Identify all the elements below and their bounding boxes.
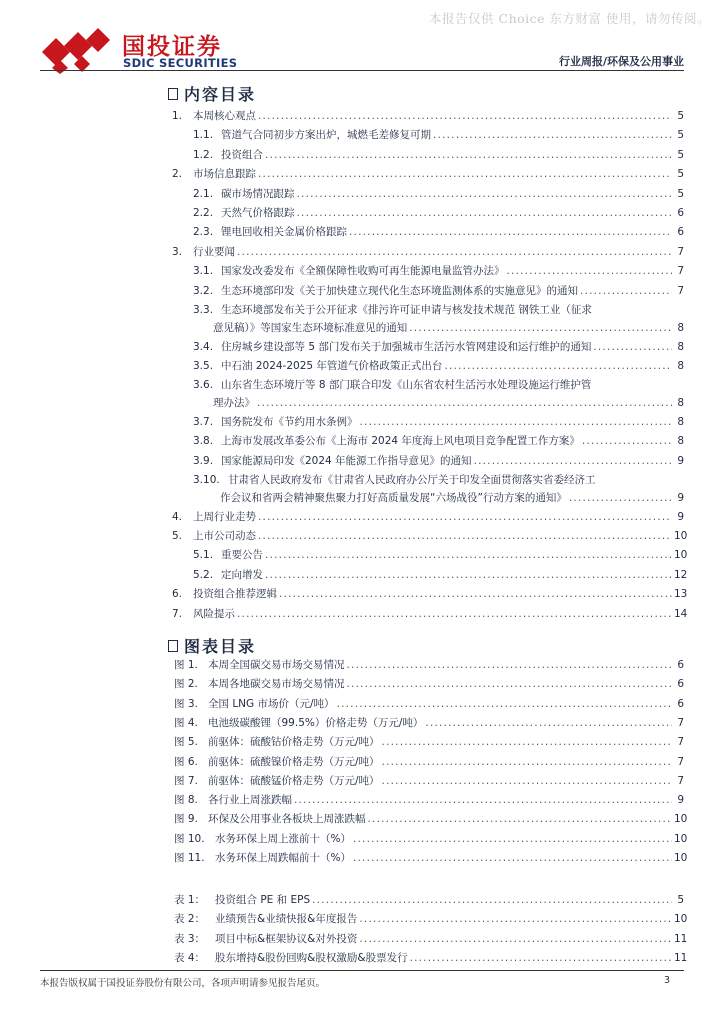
page-number: 3 <box>663 975 670 986</box>
toc-entry-line <box>215 894 684 907</box>
toc-entry-title: 上周行业走势 <box>193 510 256 523</box>
toc-entry-page: 9 <box>677 492 684 504</box>
toc-entry-line <box>208 678 684 691</box>
toc-entry-number: 3.5. <box>193 359 214 372</box>
toc-entry-number: 3.8. <box>193 435 214 448</box>
toc-entry-line <box>221 360 684 373</box>
toc-entry-page: 11 <box>674 951 688 964</box>
toc-entry-page: 5 <box>677 187 684 200</box>
toc-entry-line <box>193 588 688 601</box>
toc-entry-title: 管道气合同初步方案出炉，城燃毛差修复可期 <box>221 129 431 142</box>
toc-entry-title: 锂电回收相关金属价格跟踪 <box>221 226 347 239</box>
toc-leader-dots <box>409 322 672 335</box>
toc-leader-dots <box>297 207 673 220</box>
footer-disclaimer: 本报告版权属于国投证券股份有限公司，各项声明请参见报告尾页。 <box>40 978 326 989</box>
toc-entry-number: 4. <box>172 510 183 523</box>
toc-entry-page: 9 <box>677 510 684 523</box>
toc-entry-page: 8 <box>677 359 684 372</box>
toc-leader-dots <box>257 397 672 410</box>
toc-entry-title: 作会议和省两会精神聚焦聚力打好高质量发展“六场战役”行动方案的通知》 <box>220 492 567 504</box>
toc-leader-dots <box>258 530 672 543</box>
toc-leader-dots <box>359 933 672 946</box>
toc-leader-dots <box>297 188 673 201</box>
toc-entry-page: 9 <box>677 794 684 807</box>
toc-entry-title: 各行业上周涨跌幅 <box>208 794 292 807</box>
toc-entry-line <box>208 659 684 672</box>
toc-entry-line <box>213 322 684 335</box>
toc-entry-number: 表 4： <box>174 951 206 964</box>
toc-entry-number: 5. <box>172 529 183 542</box>
toc-entry-line <box>193 607 688 621</box>
toc-leader-dots <box>507 265 673 278</box>
toc-entry-number: 图 6. <box>174 755 198 768</box>
toc-entry-line <box>208 717 684 730</box>
toc-entry-title: 重要公告 <box>221 549 263 562</box>
toc-entry-title: 项目中标&框架协议&对外投资 <box>215 932 358 945</box>
toc-entry-line <box>221 285 684 298</box>
toc-entry-title: 水务环保上周跌幅前十（%） <box>215 852 351 864</box>
toc-entry-number: 图 3. <box>174 697 198 710</box>
toc-entry-title: 碳市场情况跟踪 <box>221 187 295 200</box>
toc-entry-page: 7 <box>677 716 684 729</box>
toc-entry-page: 6 <box>677 226 684 239</box>
toc-entry-title: 天然气价格跟踪 <box>221 207 295 219</box>
toc-leader-dots <box>382 775 672 788</box>
toc-leader-dots <box>410 952 672 965</box>
toc-entry-line <box>193 511 684 524</box>
toc-leader-dots <box>337 698 672 711</box>
toc-entry-line <box>215 951 688 965</box>
toc-entry-title: 全国 LNG 市场价（元/吨） <box>208 697 335 710</box>
toc-entry-title: 投资组合 PE 和 EPS <box>215 894 311 906</box>
toc-entry-page: 7 <box>677 736 684 749</box>
toc-entry-page: 5 <box>677 148 684 161</box>
toc-leader-dots <box>237 608 672 621</box>
toc-entry-line <box>221 416 684 429</box>
toc-entry-line <box>221 265 684 278</box>
toc-entry-line <box>208 813 688 826</box>
toc-entry-line <box>193 110 684 123</box>
toc-entry-number: 3. <box>172 245 183 258</box>
toc-entry-number: 3.4. <box>193 340 214 353</box>
toc-entry-page: 8 <box>677 340 684 353</box>
toc-entry-number: 图 8. <box>174 794 198 807</box>
toc-leader-dots <box>474 455 672 468</box>
toc-entry-line <box>215 852 688 865</box>
toc-entry-page: 9 <box>677 454 684 467</box>
toc-entry-page: 10 <box>674 832 688 845</box>
toc-entry-line <box>215 913 688 926</box>
toc-entry-line <box>193 529 688 543</box>
toc-entry-number: 5.2. <box>193 568 214 581</box>
toc-entry-number: 1.1. <box>193 129 214 142</box>
toc-entry-line <box>208 756 684 769</box>
contents-title: 内容目录 <box>184 85 257 104</box>
toc-entry-title: 市场信息跟踪 <box>193 168 256 181</box>
toc-entry-title: 住房城乡建设部等 5 部门发布关于加强城市生活污水管网建设和运行维护的通知 <box>221 340 592 353</box>
toc-entry-title: 投资组合推荐逻辑 <box>193 588 277 601</box>
toc-entry-title: 国家能源局印发《2024 年能源工作指导意见》的通知 <box>221 454 472 467</box>
toc-leader-dots <box>582 435 672 448</box>
toc-entry-title: 意见稿）》等国家生态环境标准意见的通知 <box>213 322 408 334</box>
toc-entry-page: 12 <box>674 568 688 581</box>
toc-entry-title: 前驱体：硫酸锰价格走势（万元/吨） <box>208 774 380 787</box>
toc-leader-dots <box>265 569 672 582</box>
toc-entry-number: 表 2： <box>174 913 206 926</box>
report-type: 行业周报/环保及公用事业 <box>558 55 684 68</box>
toc-entry-line <box>208 698 684 711</box>
toc-entry-number: 图 7. <box>174 774 198 787</box>
toc-entry-number: 7. <box>172 607 183 620</box>
toc-entry-page: 6 <box>677 697 684 710</box>
toc-entry-line <box>208 794 684 807</box>
toc-entry-number: 1.2. <box>193 148 214 161</box>
toc-entry-title: 行业要闻 <box>193 245 235 258</box>
toc-leader-dots <box>258 511 672 524</box>
toc-leader-dots <box>258 110 672 123</box>
toc-entry-page: 11 <box>674 932 688 945</box>
toc-entry-title: 山东省生态环境厅等 8 部门联合印发《山东省农村生活污水处理设施运行维护管 <box>221 379 592 392</box>
toc-entry-page: 7 <box>677 774 684 787</box>
toc-entry-number: 1. <box>172 110 183 122</box>
toc-leader-dots <box>382 736 672 749</box>
toc-leader-dots <box>353 852 672 865</box>
toc-leader-dots <box>593 341 672 354</box>
toc-entry-title: 业绩预告&业绩快报&年度报告 <box>215 913 358 926</box>
toc-leader-dots <box>353 833 672 846</box>
toc-entry-line <box>221 435 684 448</box>
figures-title: 图表目录 <box>184 637 257 656</box>
toc-entry-page: 10 <box>674 813 688 826</box>
toc-entry-number: 3.9. <box>193 454 214 467</box>
toc-entry-line <box>213 397 684 410</box>
toc-leader-dots <box>347 678 673 691</box>
toc-leader-dots <box>237 246 672 259</box>
toc-entry-line <box>193 168 684 181</box>
toc-entry-page: 6 <box>677 678 684 691</box>
toc-entry-line <box>193 246 684 259</box>
toc-entry-number: 3.10. <box>193 474 220 486</box>
toc-entry-line <box>208 736 684 749</box>
toc-entry-page: 6 <box>677 207 684 219</box>
toc-entry-title: 理办法》 <box>213 397 255 410</box>
toc-entry-title: 定向增发 <box>221 568 263 581</box>
toc-entry-title: 环保及公用事业各板块上周涨跌幅 <box>208 813 366 826</box>
toc-entry-number: 图 9. <box>174 813 198 826</box>
toc-entry-page: 7 <box>677 245 684 258</box>
toc-entry-page: 13 <box>674 588 688 601</box>
toc-entry-page: 5 <box>677 168 684 181</box>
toc-leader-dots <box>444 360 672 373</box>
toc-entry-page: 5 <box>677 894 684 906</box>
header-divider <box>40 70 684 71</box>
toc-leader-dots <box>359 913 672 926</box>
toc-entry-number: 表 1： <box>174 894 206 906</box>
section-square-icon <box>168 640 178 652</box>
toc-entry-page: 7 <box>677 265 684 278</box>
toc-entry-title: 投资组合 <box>221 148 263 161</box>
toc-entry-line <box>221 129 684 142</box>
toc-entry-page: 7 <box>677 284 684 297</box>
toc-entry-page: 8 <box>677 415 684 428</box>
brand-name-cn: 国投证券 <box>122 34 222 60</box>
toc-entry-title: 本周全国碳交易市场交易情况 <box>208 659 345 671</box>
logo-mark-icon <box>40 26 120 74</box>
toc-entry-line <box>208 775 684 788</box>
toc-entry-line <box>221 549 688 562</box>
toc-entry-title: 生态环境部发布关于公开征求《排污许可证申请与核发技术规范 钢铁工业（征求 <box>221 304 592 316</box>
toc-leader-dots <box>580 285 672 298</box>
toc-entry-page: 10 <box>674 529 688 542</box>
toc-entry-number: 3.7. <box>193 415 214 428</box>
toc-entry-line <box>221 455 684 468</box>
watermark: 本报告仅供 Choice 东方财富 使用，请勿传阅。 <box>429 11 710 26</box>
toc-leader-dots <box>360 416 673 429</box>
toc-entry-page: 6 <box>677 659 684 671</box>
toc-entry-page: 8 <box>677 322 684 334</box>
toc-leader-dots <box>294 794 672 807</box>
toc-entry-title: 生态环境部印发《关于加快建立现代化生态环境监测体系的实施意见》的通知 <box>221 284 578 297</box>
toc-entry-title: 中石油 2024-2025 年管道气价格政策正式出台 <box>221 359 443 372</box>
toc-entry-number: 图 11. <box>174 852 205 864</box>
toc-leader-dots <box>382 756 672 769</box>
toc-entry-line <box>221 207 684 220</box>
toc-entry-title: 风险提示 <box>193 607 235 620</box>
toc-entry-line <box>221 188 684 201</box>
footer-divider <box>40 970 684 971</box>
toc-entry-number: 2.1. <box>193 187 214 200</box>
toc-entry-number: 表 3： <box>174 932 206 945</box>
toc-entry-number: 3.6. <box>193 379 214 392</box>
toc-entry-title: 股东增持&股份回购&股权激励&股票发行 <box>215 951 408 964</box>
toc-entry-page: 10 <box>674 549 688 562</box>
toc-entry-number: 图 2. <box>174 678 198 691</box>
toc-leader-dots <box>258 168 672 181</box>
toc-entry-title: 前驱体：硫酸镍价格走势（万元/吨） <box>208 755 380 768</box>
toc-entry-line <box>220 492 684 505</box>
toc-entry-page: 5 <box>677 110 684 122</box>
toc-leader-dots <box>265 549 672 562</box>
brand-logo <box>40 26 250 76</box>
toc-entry-line <box>221 149 684 162</box>
toc-entry-title: 上海市发展改革委公布《上海市 2024 年度海上风电项目竞争配置工作方案》 <box>221 435 580 448</box>
toc-leader-dots <box>312 894 672 907</box>
toc-entry-title: 上市公司动态 <box>193 529 256 542</box>
toc-entry-number: 图 5. <box>174 736 198 749</box>
toc-entry-number: 2. <box>172 168 183 181</box>
toc-entry-title: 本周核心观点 <box>193 110 256 122</box>
toc-entry-number: 图 10. <box>174 832 205 845</box>
toc-entry-title: 本周各地碳交易市场交易情况 <box>208 678 345 691</box>
toc-entry-line <box>221 568 688 582</box>
toc-entry-line <box>215 932 688 946</box>
toc-entry-page: 14 <box>674 607 688 620</box>
toc-entry-line <box>221 341 684 354</box>
contents-heading <box>168 82 256 105</box>
toc-leader-dots <box>425 717 672 730</box>
toc-entry-number: 2.2. <box>193 207 214 219</box>
brand-name-en: SDIC SECURITIES <box>123 56 238 70</box>
toc-entry-page: 10 <box>674 913 688 926</box>
toc-entry-number: 6. <box>172 588 183 601</box>
toc-entry-title: 电池级碳酸锂（99.5%）价格走势（万元/吨） <box>208 716 424 729</box>
toc-leader-dots <box>349 226 672 239</box>
toc-entry-number: 3.3. <box>193 304 214 316</box>
toc-entry-page: 7 <box>677 755 684 768</box>
toc-entry-number: 3.1. <box>193 265 214 278</box>
toc-entry-line <box>215 832 688 846</box>
toc-entry-title: 水务环保上周上涨前十（%） <box>215 832 351 845</box>
toc-entry-page: 5 <box>677 129 684 142</box>
toc-entry-page: 10 <box>674 852 688 864</box>
toc-leader-dots <box>347 659 673 672</box>
toc-leader-dots <box>368 813 673 826</box>
toc-entry-page: 8 <box>677 435 684 448</box>
toc-entry-number: 3.2. <box>193 284 214 297</box>
toc-entry-number: 2.3. <box>193 226 214 239</box>
toc-entry-title: 甘肃省人民政府发布《甘肃省人民政府办公厅关于印发全面贯彻落实省委经济工 <box>228 474 596 486</box>
toc-entry-number: 5.1. <box>193 549 214 562</box>
toc-leader-dots <box>279 588 672 601</box>
toc-entry-number: 图 4. <box>174 716 198 729</box>
toc-entry-title: 国务院发布《节约用水条例》 <box>221 415 358 428</box>
toc-leader-dots <box>265 149 672 162</box>
toc-entry-title: 前驱体：硫酸钴价格走势（万元/吨） <box>208 736 380 749</box>
toc-entry-page: 8 <box>677 397 684 410</box>
toc-leader-dots <box>569 492 672 505</box>
figures-heading <box>168 634 256 657</box>
toc-entry-title: 国家发改委发布《全额保障性收购可再生能源电量监管办法》 <box>221 265 505 278</box>
toc-leader-dots <box>433 129 672 142</box>
section-square-icon <box>168 88 178 100</box>
toc-entry-number: 图 1. <box>174 659 198 671</box>
toc-entry-line <box>221 226 684 239</box>
